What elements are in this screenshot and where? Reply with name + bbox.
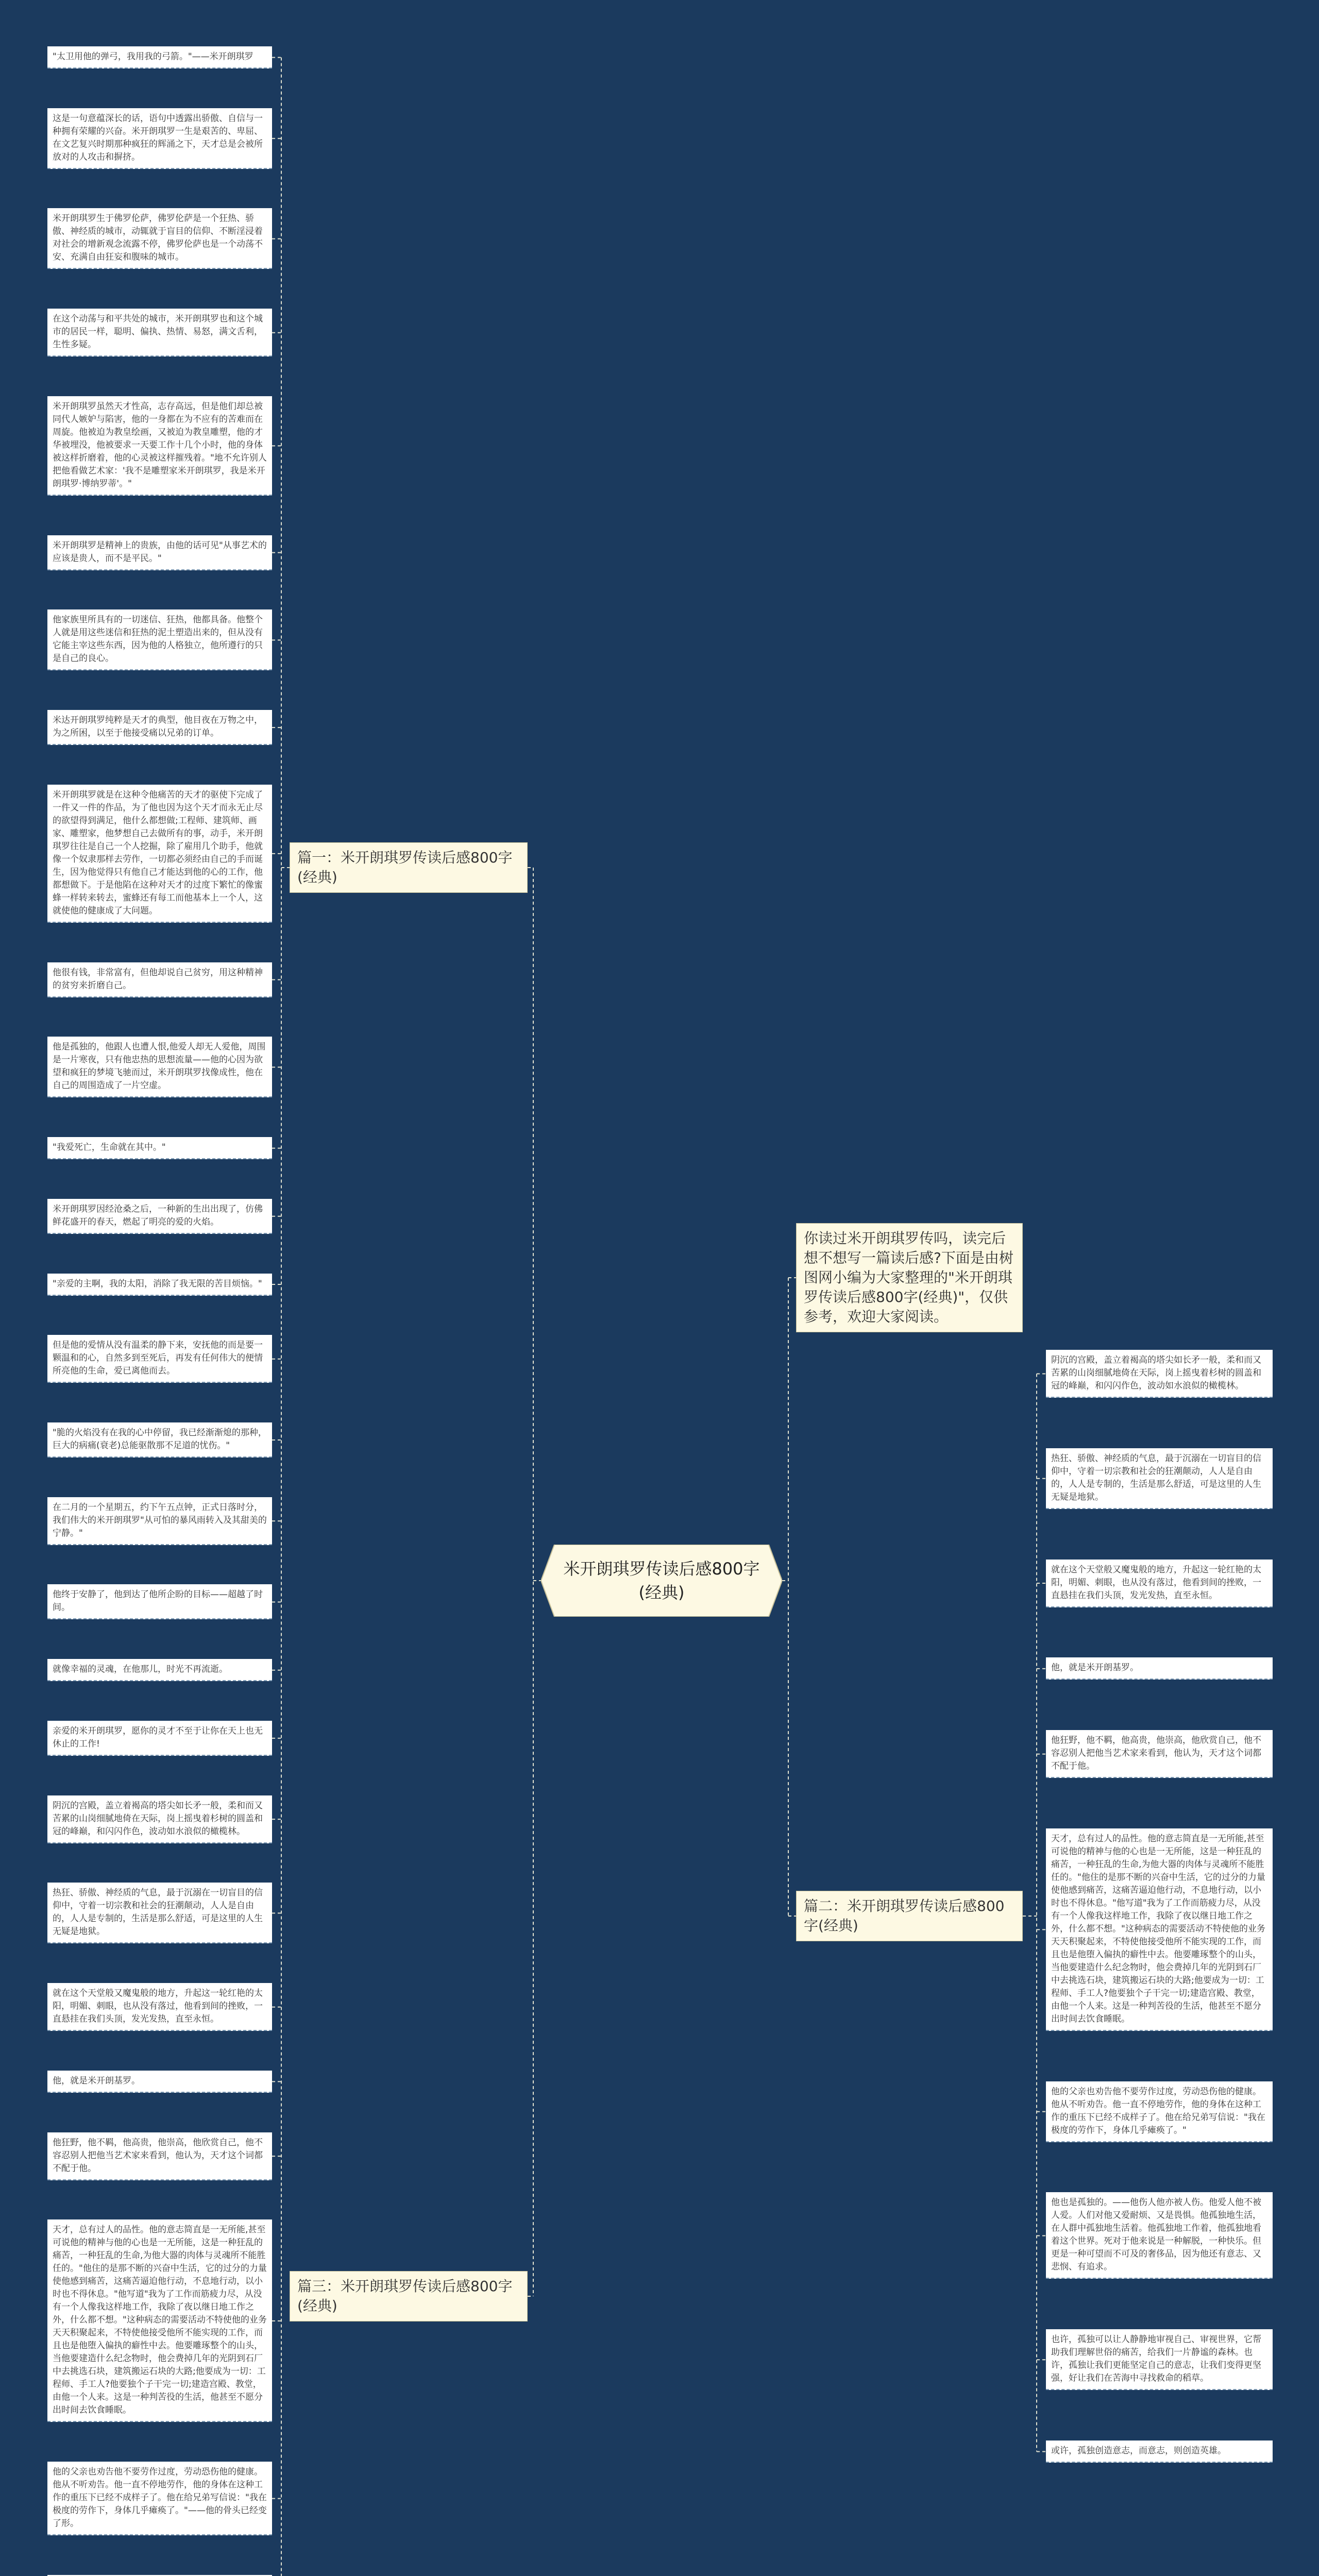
leaf-node[interactable]: 天才，总有过人的品性。他的意志简直是一无所能,甚至可说他的精神与他的心也是一无所能，这是一种狂乱的痛苦，一种狂乱的生命,为他大器的肉体与灵魂所不能胜任的。"他住的是那不断的兴奋中生活，它的过分的力量使他感到痛苦，这痛苦逼迫他行动，不息地行动，以小时也不得休息。"他写道"我为了工作而筋疲力尽，从没有一个人像我这样地工作，我除了夜以继日地工作之外，什么都不想。"这种病态的需要活动不特使他的业务天天积聚起来，不特使他接受他所不能实现的工作，而且也是他堕入偏执的癖性中去。他要雕琢整个的山头，当他要建造什么纪念物时，他会费掉几年的光阴到石厂中去挑选石块，建筑搬运石块的大路;他要成为一切：工程师、手工人?他要独个子干完一切;建造宫殿、教堂，由他一个人来。这是一种判苦役的生活，他甚至不愿分出时间去饮食睡眠。: [1046, 1828, 1273, 2031]
leaf-node[interactable]: 他是孤独的，他跟人也遭人恨,他爱人却无人爱他，周围是一片寒夜，只有他忠热的思想流量——他的心因为欲望和疯狂的梦境飞驰而过，米开朗琪罗找像成性，他在自己的周围造成了一片空虚。: [47, 1037, 272, 1097]
leaf-node[interactable]: 他的父亲也劝告他不要劳作过度，劳动恐伤他的健康。他从不听劝告。他一直不停地劳作，他的身体在这种工作的重压下已经不成样子了。他在给兄弟写信说："我在极度的劳作下，身体几乎瘫痪了。"——他的骨头已经变了形。: [47, 2462, 272, 2535]
leaf-node[interactable]: 他的父亲也劝告他不要劳作过度，劳动恐伤他的健康。他从不听劝告。他一直不停地劳作，他的身体在这种工作的重压下已经不成样子了。他在给兄弟写信说："我在极度的劳作下，身体几乎瘫痪了。": [1046, 2081, 1273, 2142]
leaf-node[interactable]: 米开朗琪罗就是在这种令他痛苦的天才的驱使下完成了一件又一件的作品，为了他也因为这个天才而永无止尽的欲望得到满足，他什么都想做;工程师、建筑师、画家、雕塑家，他梦想自己去做所有的事，动手，米开朗琪罗往往是自己一个人挖掘，除了雇用几个助手，他就像一个奴隶那样去劳作，一切都必须经由自己的手而诞生，因为他觉得只有他自己才能达到他的心的工作，他都想做下。于是他陷在这种对天才的过度下繁忙的像蜜蜂一样转来转去，蜜蜂还有每工而他基本上一个人，这就使他的健康成了大问题。: [47, 785, 272, 923]
leaf-node[interactable]: 他也是孤独的。——他伤人他亦被人伤。他爱人他不被人爱。人们对他又爱耐烦、又是畏惧。他孤独地生活，在人群中孤独地生活着。他孤独地工作着，他孤独地看着这个世界。死对于他来说是一种解脱，一种快乐。但更是一种可望而不可及的奢侈品，因为他还有意志、又悲悯、有追求。: [1046, 2192, 1273, 2279]
branch-node-3[interactable]: 篇三：米开朗琪罗传读后感800字(经典): [290, 2271, 528, 2321]
leaf-node[interactable]: 或许，孤独创造意志，而意志，则创造英雄。: [1046, 2441, 1273, 2463]
leaf-node[interactable]: "脆的火焰没有在我的心中停留，我已经渐渐熄的那种，巨大的病痛(衰老)总能驱散那不足道的忧伤。": [47, 1422, 272, 1458]
leaf-node[interactable]: 就像幸福的灵魂，在他那儿，时光不再流逝。: [47, 1659, 272, 1681]
leaf-node[interactable]: 米开朗琪罗是精神上的贵族，由他的话可见"从事艺术的应该是贵人，而不是平民。": [47, 535, 272, 570]
leaf-node[interactable]: 在二月的一个星期五，约下午五点钟，正式日落时分，我们伟大的米开朗琪罗"从可怕的暴风雨转入及其甜美的宁静。": [47, 1497, 272, 1545]
leaf-node[interactable]: 但是他的爱情从没有温柔的静下来，安抚他的而是要一颗温和的心，自然多到至死后，再发有任何伟大的便情所亮他的生命，爱已离他而去。: [47, 1335, 272, 1383]
leaf-node[interactable]: 亲爱的米开朗琪罗，愿你的灵才不至于让你在天上也无休止的工作!: [47, 1721, 272, 1756]
leaf-node[interactable]: 阴沉的宫殿，盖立着褐高的塔尖如长矛一般，柔和而又苦累的山岗细腻地倚在天际，岗上摇曳着杉树的圆盖和冠的峰巅，和闪闪作色，波动如水浪似的橄榄林。: [47, 1795, 272, 1843]
leaf-node[interactable]: 就在这个天堂般又魔鬼般的地方，升起这一轮红艳的太阳，明媚、刺眼，也从没有落过，他看到间的挫败，一直悬挂在我们头顶，发光发热，直至永恒。: [47, 1983, 272, 2031]
leaf-node[interactable]: 米开朗琪罗虽然天才性高，志存高远，但是他们却总被同代人嫉妒与陷害，他的一身都在为不应有的苦难而在周旋。他被迫为教皇绘画，又被迫为教皇雕塑，他的才华被埋没，他被要求一天要工作十几个小时，他的身体被这样折磨着，他的心灵被这样摧残着。"地不允许别人把他看做艺术家：'我不是雕塑家米开朗琪罗，我是米开朗琪罗·博纳罗蒂'。": [47, 396, 272, 496]
leaf-node[interactable]: 他狂野，他不羁，他高贵，他崇高，他欣赏自己，他不容忍别人把他当艺术家来看到，他认为，天才这个词都不配于他。: [1046, 1730, 1273, 1778]
leaf-node[interactable]: 热狂、骄傲、神经质的气息，最于沉溺在一切盲目的信仰中，守着一切宗教和社会的狂潮颠动，人人是自由的，人人是专制的，生活是那么舒适，可是这里的人生无疑是地狱。: [47, 1883, 272, 1943]
branch-node-2[interactable]: 篇二：米开朗琪罗传读后感800字(经典): [796, 1891, 1023, 1941]
leaf-node[interactable]: 天才，总有过人的品性。他的意志简直是一无所能,甚至可说他的精神与他的心也是一无所能，这是一种狂乱的痛苦，一种狂乱的生命,为他大器的肉体与灵魂所不能胜任的。"他住的是那不断的兴奋中生活，它的过分的力量使他感到痛苦，这痛苦逼迫他行动，不息地行动，以小时也不得休息。"他写道"我为了工作而筋疲力尽，从没有一个人像我这样地工作，我除了夜以继日地工作之外，什么都不想。"这种病态的需要活动不特使他的业务天天积聚起来，不特使他接受他所不能实现的工作，而且也是他堕入偏执的癖性中去。他要雕琢整个的山头，当他要建造什么纪念物时，他会费掉几年的光阴到石厂中去挑选石块，建筑搬运石块的大路;他要成为一切：工程师、手工人?他要独个子干完一切;建造宫殿、教堂，由他一个人来。这是一种判苦役的生活，他甚至不愿分出时间去饮食睡眠。: [47, 2219, 272, 2422]
leaf-node[interactable]: 热狂、骄傲、神经质的气息，最于沉溺在一切盲目的信仰中，守着一切宗教和社会的狂潮颠动，人人是自由的，人人是专制的，生活是那么舒适，可是这里的人生无疑是地狱。: [1046, 1448, 1273, 1509]
leaf-node[interactable]: 阴沉的宫殿，盖立着褐高的塔尖如长矛一般，柔和而又苦累的山岗细腻地倚在天际，岗上摇曳着杉树的圆盖和冠的峰巅，和闪闪作色，波动如水浪似的橄榄林。: [1046, 1350, 1273, 1398]
leaf-node[interactable]: 他终于安静了，他到达了他所企盼的目标——超越了时间。: [47, 1584, 272, 1619]
leaf-node[interactable]: 他狂野，他不羁，他高贵，他崇高，他欣赏自己，他不容忍别人把他当艺术家来看到，他认为，天才这个词都不配于他。: [47, 2132, 272, 2180]
root-title: 米开朗琪罗传读后感800字(经典): [563, 1559, 760, 1602]
leaf-node[interactable]: "太卫用他的弹弓，我用我的弓箭。"——米开朗琪罗: [47, 46, 272, 69]
leaf-node[interactable]: 这是一句意蕴深长的话，语句中透露出骄傲、自信与一种拥有荣耀的兴奋。米开朗琪罗一生是艰苦的、卑屈、在文艺复兴时期那种疯狂的辉涌之下，天才总是会被所放对的人攻击和摒挤。: [47, 108, 272, 169]
leaf-node[interactable]: 在这个动荡与和平共处的城市，米开朗琪罗也和这个城市的居民一样，聪明、偏执、热情、易怒，满文舌利，生性多疑。: [47, 309, 272, 357]
leaf-node[interactable]: 就在这个天堂般又魔鬼般的地方，升起这一轮红艳的太阳，明媚、刺眼，也从没有落过，他看到间的挫败，一直悬挂在我们头顶，发光发热，直至永恒。: [1046, 1560, 1273, 1607]
leaf-node[interactable]: 米开朗琪罗因经沧桑之后，一种新的生出出现了，仿佛鲜花盛开的春天，燃起了明亮的爱的火焰。: [47, 1199, 272, 1234]
leaf-node[interactable]: 米达开朗琪罗纯粹是天才的典型，他目夜在万物之中，为之所困，以至于他接受痛以兄弟的订单。: [47, 710, 272, 745]
branch-node-1[interactable]: 篇一：米开朗琪罗传读后感800字(经典): [290, 842, 528, 893]
leaf-node[interactable]: 也许，孤独可以让人静静地审视自己、审视世界，它帮助我们理解世俗的痛苦，给我们一片静谧的森林。也许，孤独让我们更能坚定自己的意志，让我们变得更坚强，好让我们在苦海中寻找救命的稻草。: [1046, 2329, 1273, 2390]
root-node[interactable]: [541, 1545, 782, 1617]
leaf-node[interactable]: 他很有钱，非常富有，但他却说自己贫穷，用这种精神的贫穷来折磨自己。: [47, 962, 272, 997]
intro-node[interactable]: 你读过米开朗琪罗传吗，读完后想不想写一篇读后感?下面是由树图网小编为大家整理的"米开朗琪罗传读后感800字(经典)"，仅供参考，欢迎大家阅读。: [796, 1223, 1023, 1332]
leaf-node[interactable]: "亲爱的主啊，我的太阳，消除了我无限的苦目烦恼。": [47, 1274, 272, 1296]
leaf-node[interactable]: 米开朗琪罗生于佛罗伦萨，佛罗伦萨是一个狂热、骄傲、神经质的城市，动辄就于盲目的信仰、不断淫浸着对社会的增新观念流露不停，佛罗伦萨也是一个动荡不安、充满自由狂妄和腹味的城市。: [47, 208, 272, 269]
leaf-node[interactable]: "我爱死亡，生命就在其中。": [47, 1137, 272, 1159]
leaf-node[interactable]: 他，就是米开朗基罗。: [47, 2071, 272, 2093]
leaf-node[interactable]: 他家族里所具有的一切迷信、狂热，他都具备。他整个人就是用这些迷信和狂热的泥土塑造出来的，但从没有它能主宰这些东西，因为他的人格独立，他所遵行的只是自己的良心。: [47, 609, 272, 670]
leaf-node[interactable]: 他，就是米开朗基罗。: [1046, 1657, 1273, 1680]
